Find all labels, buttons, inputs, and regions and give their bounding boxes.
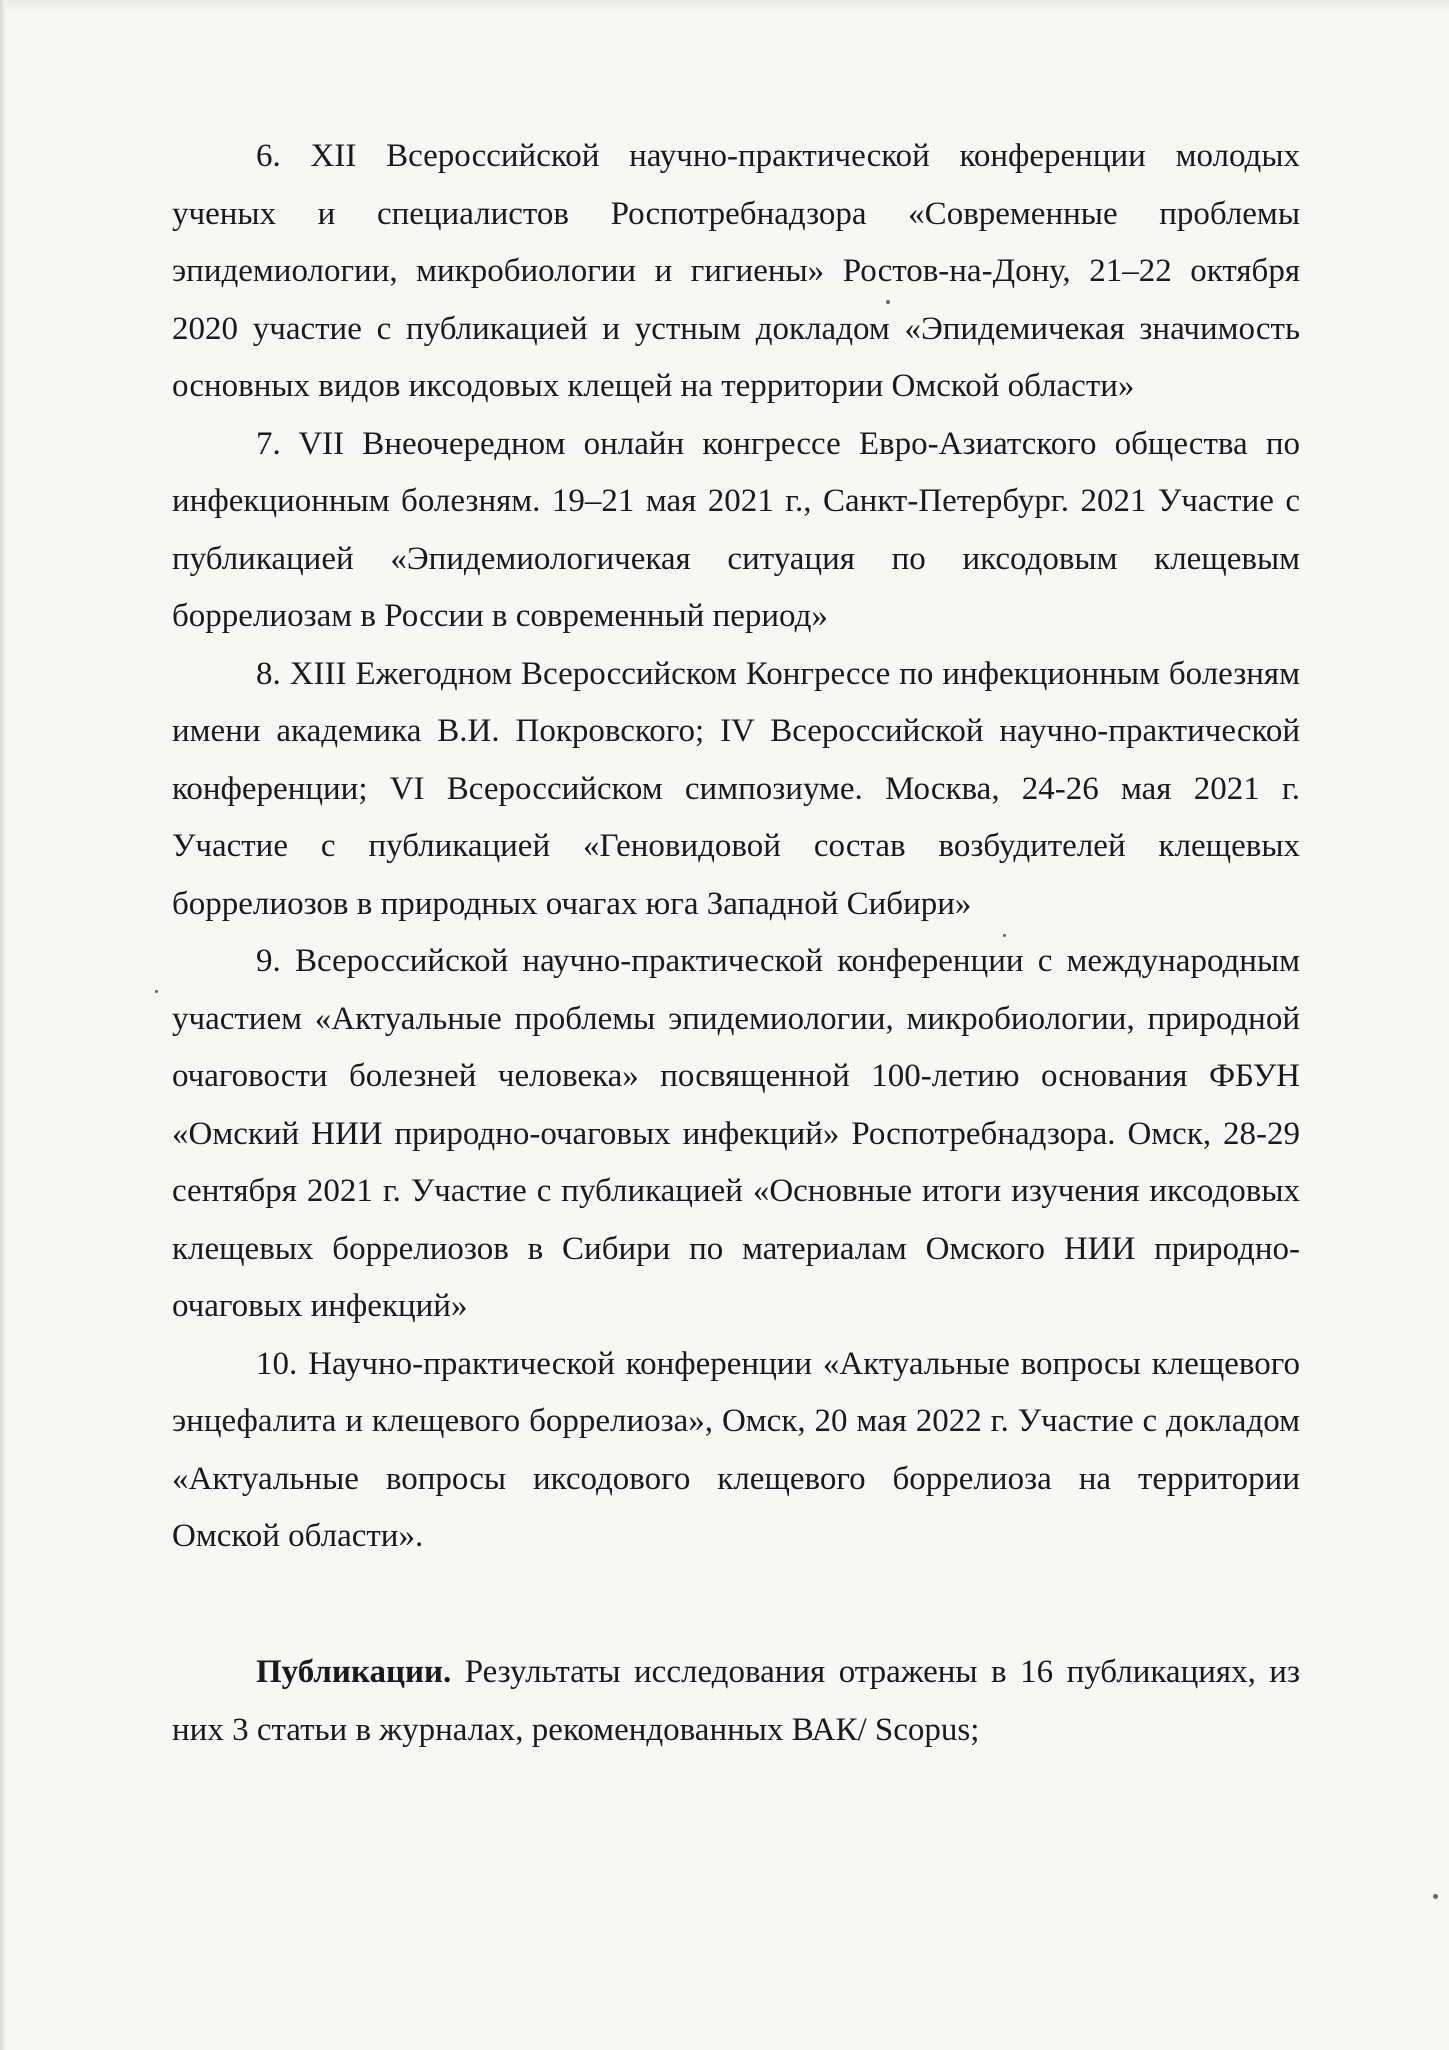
list-item — [172, 1336, 1300, 1566]
scan-speck — [886, 300, 890, 304]
item-text: Всероссийской научно-практической конференции с международным участием «Актуальные проблемы эпидемиологии, микробиологии, природной очаговости болезней человека» посвященной 100-летию основания ФБУН «Омский НИИ природно-очаговых инфекций» Роспотребнадзора. Омск, 28-29 сентября 2021 г. Участие с публикацией «Основные итоги изучения иксодовых клещевых боррелиозов в Сибири по материалам Омского НИИ природно-очаговых инфекций» — [172, 943, 1301, 1324]
item-number: 10. — [256, 1345, 298, 1382]
scan-speck — [1003, 934, 1006, 937]
list-item — [172, 646, 1300, 934]
conference-list — [172, 128, 1300, 1566]
list-item — [172, 416, 1300, 646]
item-text: XII Всероссийской научно-практической конференции молодых ученых и специалистов Роспотребнадзора «Современные проблемы эпидемиологии, микробиологии и гигиены» Ростов-на-Дону, 21–22 октября 2020 участие с публикацией и устным докладом «Эпидемичекая значимость основных видов иксодовых клещей на территории Омской области» — [172, 138, 1300, 404]
list-item — [172, 933, 1300, 1336]
list-item — [172, 128, 1300, 416]
item-number: 8. — [256, 655, 281, 692]
scan-edge-top — [0, 0, 1449, 14]
item-number: 6. — [256, 138, 281, 174]
publications-paragraph — [172, 1644, 1300, 1759]
scan-speck — [155, 990, 158, 993]
scan-edge-left — [0, 0, 6, 2050]
item-number: 7. — [256, 425, 281, 462]
item-text: XIII Ежегодном Всероссийском Конгрессе по инфекционным болезням имени академика В.И. Покровского; IV Всероссийской научно-практической конференции; VI Всероссийском симпозиуме. Москва, 24-26 мая 2021 г. Участие с публикацией «Геновидовой состав возбудителей клещевых боррелиозов в природных очагах юга Западной Сибири» — [172, 655, 1300, 922]
item-text: Научно-практической конференции «Актуальные вопросы клещевого энцефалита и клещевого боррелиоза», Омск, 20 мая 2022 г. Участие с докладом «Актуальные вопросы иксодового клещевого боррелиоза на территории Омской области». — [172, 1345, 1300, 1554]
publications-text: Результаты исследования отражены в 16 публикациях, из них 3 статьи в журналах, рекомендованных ВАК/ Scopus; — [172, 1654, 1300, 1748]
item-number: 9. — [256, 943, 281, 979]
publications-heading: Публикации. — [256, 1654, 452, 1690]
item-text: VII Внеочередном онлайн конгрессе Евро-Азиатского общества по инфекционным болезням. 19–21 мая 2021 г., Санкт-Петербург. 2021 Участие с публикацией «Эпидемиологичекая ситуация по иксодовым клещевым боррелиозам в России в современный период» — [172, 425, 1300, 634]
scan-speck — [1433, 1894, 1438, 1899]
